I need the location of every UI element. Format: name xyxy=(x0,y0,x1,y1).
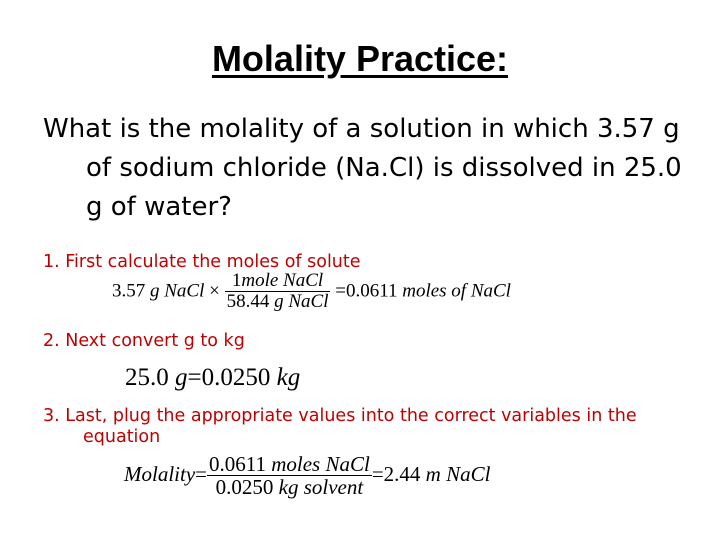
eq3-numerator xyxy=(207,453,372,476)
eq3-result-value: 2.44 xyxy=(383,461,421,486)
eq3-den-value: 0.0250 xyxy=(215,475,274,500)
eq3-num-value: 0.0611 xyxy=(209,452,266,476)
eq3-fraction xyxy=(207,453,372,499)
question-text: What is the molality of a solution in which 3.57 g of sodium chloride (Na.Cl) is dissolved in 25.0 g of water? xyxy=(43,114,682,222)
eq1-den-unit: g NaCl xyxy=(274,290,329,312)
step-3-equation xyxy=(124,453,490,499)
eq1-result-unit: moles of NaCl xyxy=(402,280,511,302)
eq1-numerator xyxy=(225,271,331,292)
eq1-den-value: 58.44 xyxy=(226,290,270,312)
eq3-equals: = xyxy=(195,461,207,486)
eq1-times: × xyxy=(209,280,220,302)
slide-title: Molality Practice: xyxy=(211,38,509,79)
eq3-lhs: Molality xyxy=(124,461,196,486)
step-1-equation xyxy=(112,271,511,313)
eq3-den-unit: kg solvent xyxy=(278,475,364,500)
eq1-lhs-unit: g NaCl xyxy=(150,280,205,302)
step-2-text: 2. Next convert g to kg xyxy=(43,331,245,351)
eq3-denominator xyxy=(207,476,372,499)
eq2-result-value: 0.0250 xyxy=(201,364,271,391)
eq1-num-value: 1 xyxy=(231,270,242,291)
eq2-result-unit: kg xyxy=(276,364,301,391)
step-2-equation xyxy=(125,364,300,392)
eq1-num-unit: mole NaCl xyxy=(241,270,324,291)
step-1-text: 1. First calculate the moles of solute xyxy=(43,252,361,272)
eq3-equals2: = xyxy=(371,461,384,486)
eq2-lhs-unit: g xyxy=(175,364,188,391)
eq1-result-value: 0.0611 xyxy=(345,280,398,302)
eq2-lhs-value: 25.0 xyxy=(125,364,169,391)
eq1-equals: = xyxy=(335,280,346,302)
eq1-denominator xyxy=(225,292,331,313)
eq3-result-unit: m NaCl xyxy=(425,461,491,486)
step-3-text: 3. Last, plug the appropriate values into the correct variables in the equation xyxy=(43,406,637,447)
eq1-lhs-value: 3.57 xyxy=(112,280,146,302)
eq1-fraction xyxy=(225,271,331,313)
eq2-equals: = xyxy=(187,364,202,391)
eq3-num-unit: moles NaCl xyxy=(271,452,370,476)
